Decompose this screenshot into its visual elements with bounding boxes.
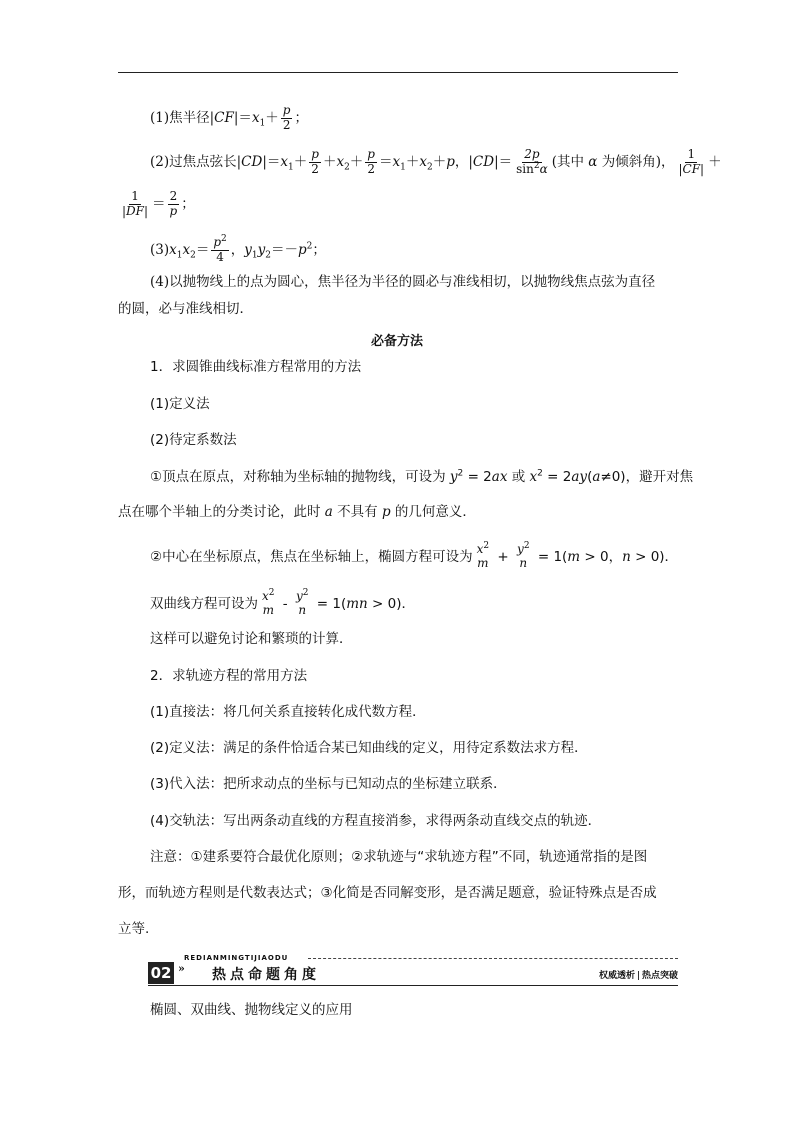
method-2-direct: (1)直接法：将几何关系直接转化成代数方程． [150,704,426,720]
header-rule [118,72,678,73]
banner-number-badge: 02 [148,962,174,984]
method-2-substitution: (3)代入法：把所求动点的坐标与已知动点的坐标建立联系． [150,776,507,792]
section-banner [148,954,678,986]
banner-tags: 权威透析 热点突破 [598,971,678,981]
note-line-1: 注意：①建系要符合最优化原则；②求轨迹与“求轨迹方程”不同，轨迹通常指的是图 [150,849,648,865]
method-2-intersection: (4)交轨法：写出两条动直线的方程直接消参，求得两条动直线交点的轨迹． [150,813,602,829]
method-1-undetermined: (2)待定系数法 [150,432,237,448]
section-title-methods: 必备方法 [370,334,423,349]
banner-underline [148,985,678,986]
method-1-parabola-continued: 点在哪个半轴上的分类讨论，此时 a 不具有 p 的几何意义． [118,504,476,520]
banner-dotted-line [308,958,678,959]
method-1: 1．求圆锥曲线标准方程常用的方法 [150,359,362,375]
method-1-hyperbola: 双曲线方程可设为 $x^2$ m - $y^2$ n = 1(mn > 0)． [150,588,415,617]
subsection-title: 椭圆、双曲线、抛物线定义的应用 [150,1002,353,1018]
note-line-3: 立等. [118,921,150,937]
banner-title: 热点命题角度 [212,967,320,983]
method-2: 2．求轨迹方程的常用方法 [150,668,308,684]
note-line-2: 形，而轨迹方程则是代数表达式；③化简是否同解变形，是否满足题意，验证特殊点是否成 [118,885,657,901]
fraction-p-over-2: $\frac{p}{2}$ [282,103,291,132]
banner-pinyin: REDIANMINGTIJIAODU [184,954,289,962]
method-1-parabola: ①顶点在原点，对称轴为坐标轴的抛物线，可设为 $y^2 = 2ax$ 或 $x^2 = 2ay(a\ne 0)$，避开对焦 [150,468,694,485]
prop-3: $(3)x_1x_2=$ $\frac{p^2}{4}$ ，$y_1y_2=-p^2$； [150,234,326,264]
prop-4: (4)以抛物线上的点为圆心，焦半径为半径的圆必与准线相切，以抛物线焦点弦为直径 [150,274,656,290]
prop-1: (1)焦半径$|CF|=x_1+$ $\frac{p}{2}$ ； [150,103,308,132]
prop-2-continued: $\frac{1}{|DF|}$ ＝ $\frac{2}{p}$ ； [122,189,195,218]
prop-2: (2)过焦点弦长$|CD|=x_1+$ $\frac{p}{2}$ $+x_2+$ $\frac{p}{2}$ $=x_1+x_2+p$，|CD|＝ $\frac{2p}{\sin^2\alpha}$ (其中 α 为倾斜角)， $\frac{1}{|CF|}$ ＋ [150,147,722,176]
method-1-summary: 这样可以避免讨论和繁琐的计算． [150,631,353,647]
method-1-definition: (1)定义法 [150,396,210,412]
chevron-right-icon: » [178,962,185,975]
method-2-definition: (2)定义法：满足的条件恰适合某已知曲线的定义，用待定系数法求方程． [150,740,588,756]
prop-4-continued: 的圆，必与准线相切． [118,301,253,317]
method-1-ellipse: ②中心在坐标原点，焦点在坐标轴上，椭圆方程可设为 $x^2$ m + $y^2$ n = 1(m > 0，n > 0)． [150,541,679,570]
